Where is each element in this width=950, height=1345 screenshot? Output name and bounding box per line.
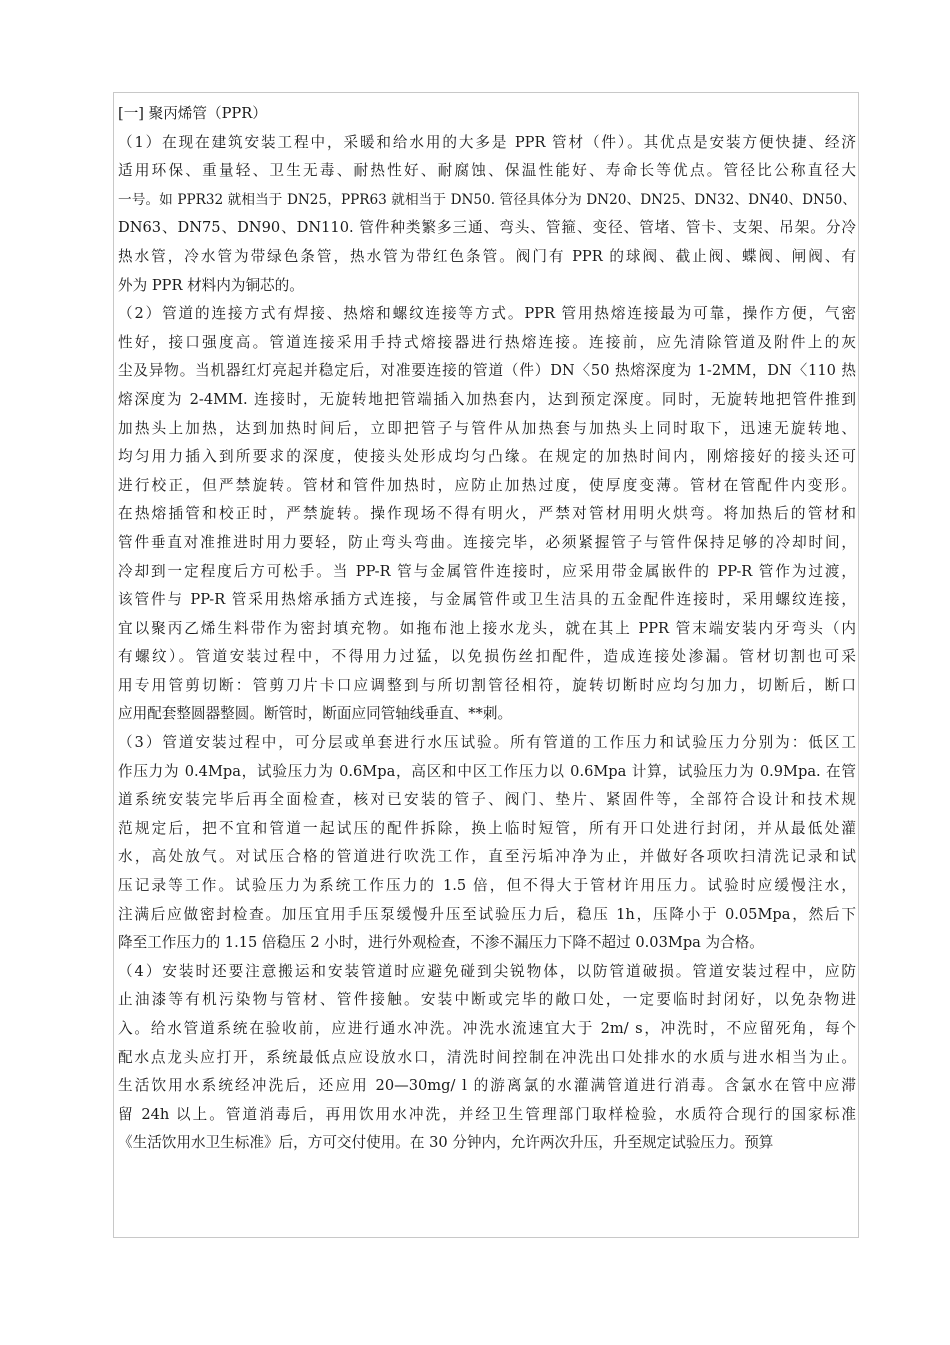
text-line: 注满后应做密封检查。加压宜用手压泵缓慢升压至试验压力后，稳压 1h，压降小于 0.05Mpa，然后下: [118, 905, 856, 923]
text-line: 适用环保、重量轻、卫生无毒、耐热性好、耐腐蚀、保温性能好、寿命长等优点。管径比公称直径大: [118, 162, 856, 180]
text-line: 应用配套整圆器整圆。断管时，断面应同管轴线垂直、**刺。: [118, 705, 513, 723]
text-line: 该管件与 PP-R 管采用热熔承插方式连接，与金属管件或卫生洁具的五金配件连接时，采用螺纹连接，: [118, 591, 856, 609]
text-line: 水，高处放气。对试压合格的管道进行吹洗工作，直至污垢冲净为止，并做好各项吹扫清洗记录和试: [118, 848, 856, 866]
text-line: 作压力为 0.4Mpa，试验压力为 0.6Mpa，高区和中区工作压力以 0.6Mpa 计算，试验压力为 0.9Mpa. 在管: [118, 762, 856, 780]
text-line: 一号。如 PPR32 就相当于 DN25，PPR63 就相当于 DN50. 管径具体分为 DN20、DN25、DN32、DN40、DN50、: [118, 191, 856, 208]
text-line: 配水点龙头应打开，系统最低点应设放水口，清洗时间控制在冲洗出口处排水的水质与进水相当为止。: [118, 1048, 856, 1066]
text-line: 热水管，冷水管为带绿色条管，热水管为带红色条管。阀门有 PPR 的球阀、截止阀、蝶阀、闸阀、有: [118, 247, 856, 265]
text-line: 管件垂直对准推进时用力要轻，防止弯头弯曲。连接完毕，必须紧握管子与管件保持足够的冷却时间，: [118, 533, 856, 551]
text-line: 进行校正，但严禁旋转。管材和管件加热时，应防止加热过度，使厚度变薄。管材在管配件内变形。: [118, 476, 856, 494]
text-line: 在热熔插管和校正时，严禁旋转。操作现场不得有明火，严禁对管材用明火烘弯。将加热后的管材和: [118, 505, 856, 523]
text-line: 降至工作压力的 1.15 倍稳压 2 小时，进行外观检查，不渗不漏压力下降不超过 0.03Mpa 为合格。: [118, 934, 764, 952]
text-line: 留 24h 以上。管道消毒后，再用饮用水冲洗，并经卫生管理部门取样检验，水质符合现行的国家标准: [118, 1105, 856, 1123]
text-line: 加热头上加热，达到加热时间后，立即把管子与管件从加热套与加热头上同时取下，迅速无旋转地、: [118, 419, 856, 437]
text-line: （3）管道安装过程中，可分层或单套进行水压试验。所有管道的工作压力和试验压力分别为：低区工: [118, 734, 856, 752]
text-line: （4）安装时还要注意搬运和安装管道时应避免碰到尖锐物体，以防管道破损。管道安装过程中，应防: [118, 962, 856, 980]
text-line: 压记录等工作。试验压力为系统工作压力的 1.5 倍，但不得大于管材许用压力。试验时应缓慢注水，: [118, 877, 856, 895]
text-line: 《生活饮用水卫生标准》后，方可交付使用。在 30 分钟内，允许两次升压，升至规定试验压力。预算: [118, 1134, 774, 1152]
text-line: 宜以聚丙乙烯生料带作为密封填充物。如拖布池上接水龙头，就在其上 PPR 管末端安装内牙弯头（内: [118, 619, 856, 637]
text-line: 入。给水管道系统在验收前，应进行通水冲洗。冲洗水流速宜大于 2m/ s，冲洗时，不应留死角，每个: [118, 1020, 856, 1037]
text-line: 外为 PPR 材料内为铜芯的。: [118, 276, 304, 294]
text-line: 冷却到一定程度后方可松手。当 PP-R 管与金属管件连接时，应采用带金属嵌件的 PP-R 管作为过渡，: [118, 562, 856, 580]
text-line: 均匀用力插入到所要求的深度，使接头处形成均匀凸缘。在规定的加热时间内，刚熔接好的接头还可: [118, 448, 856, 466]
text-line: DN63、DN75、DN90、DN110. 管件种类繁多三通、弯头、管箍、变径、管堵、管卡、支架、吊架。分冷: [118, 219, 856, 237]
text-line: （1）在现在建筑安装工程中，采暖和给水用的大多是 PPR 管材（件）。其优点是安装方便快捷、经济: [118, 133, 856, 151]
text-line: 熔深度为 2-4MM. 连接时，无旋转地把管端插入加热套内，达到预定深度。同时，无旋转地把管件推到: [118, 390, 856, 408]
text-line: 用专用管剪切断：管剪刀片卡口应调整到与所切割管径相符，旋转切断时应均匀加力，切断后，断口: [118, 676, 856, 694]
text-line: 生活饮用水系统经冲洗后，还应用 20—30mg/ l 的游离氯的水灌满管道进行消毒。含氯水在管中应滞: [118, 1077, 856, 1095]
text-line: 有螺纹）。管道安装过程中，不得用力过猛，以免损伤丝扣配件，造成连接处渗漏。管材切割也可采: [118, 648, 856, 666]
text-line: 性好，接口强度高。管道连接采用手持式熔接器进行热熔连接。连接前，应先清除管道及附件上的灰: [118, 333, 856, 351]
text-line: 止油漆等有机污染物与管材、管件接触。安装中断或完毕的敞口处，一定要临时封闭好，以免杂物进: [118, 991, 856, 1009]
text-frame: [113, 92, 859, 1238]
text-line: （2）管道的连接方式有焊接、热熔和螺纹连接等方式。PPR 管用热熔连接最为可靠，操作方便，气密: [118, 305, 856, 323]
text-line: 道系统安装完毕后再全面检查，核对已安装的管子、阀门、垫片、紧固件等，全部符合设计和技术规: [118, 791, 856, 809]
body-text: [118, 129, 858, 1158]
text-line: 范规定后，把不宜和管道一起试压的配件拆除，换上临时短管，所有开口处进行封闭，并从最低处灌: [118, 819, 856, 837]
text-line: 尘及异物。当机器红灯亮起并稳定后，对准要连接的管道（件）DN〈50 热熔深度为 1-2MM，DN〈110 热: [118, 362, 856, 380]
section-heading: [一] 聚丙烯管（PPR）: [118, 105, 267, 122]
